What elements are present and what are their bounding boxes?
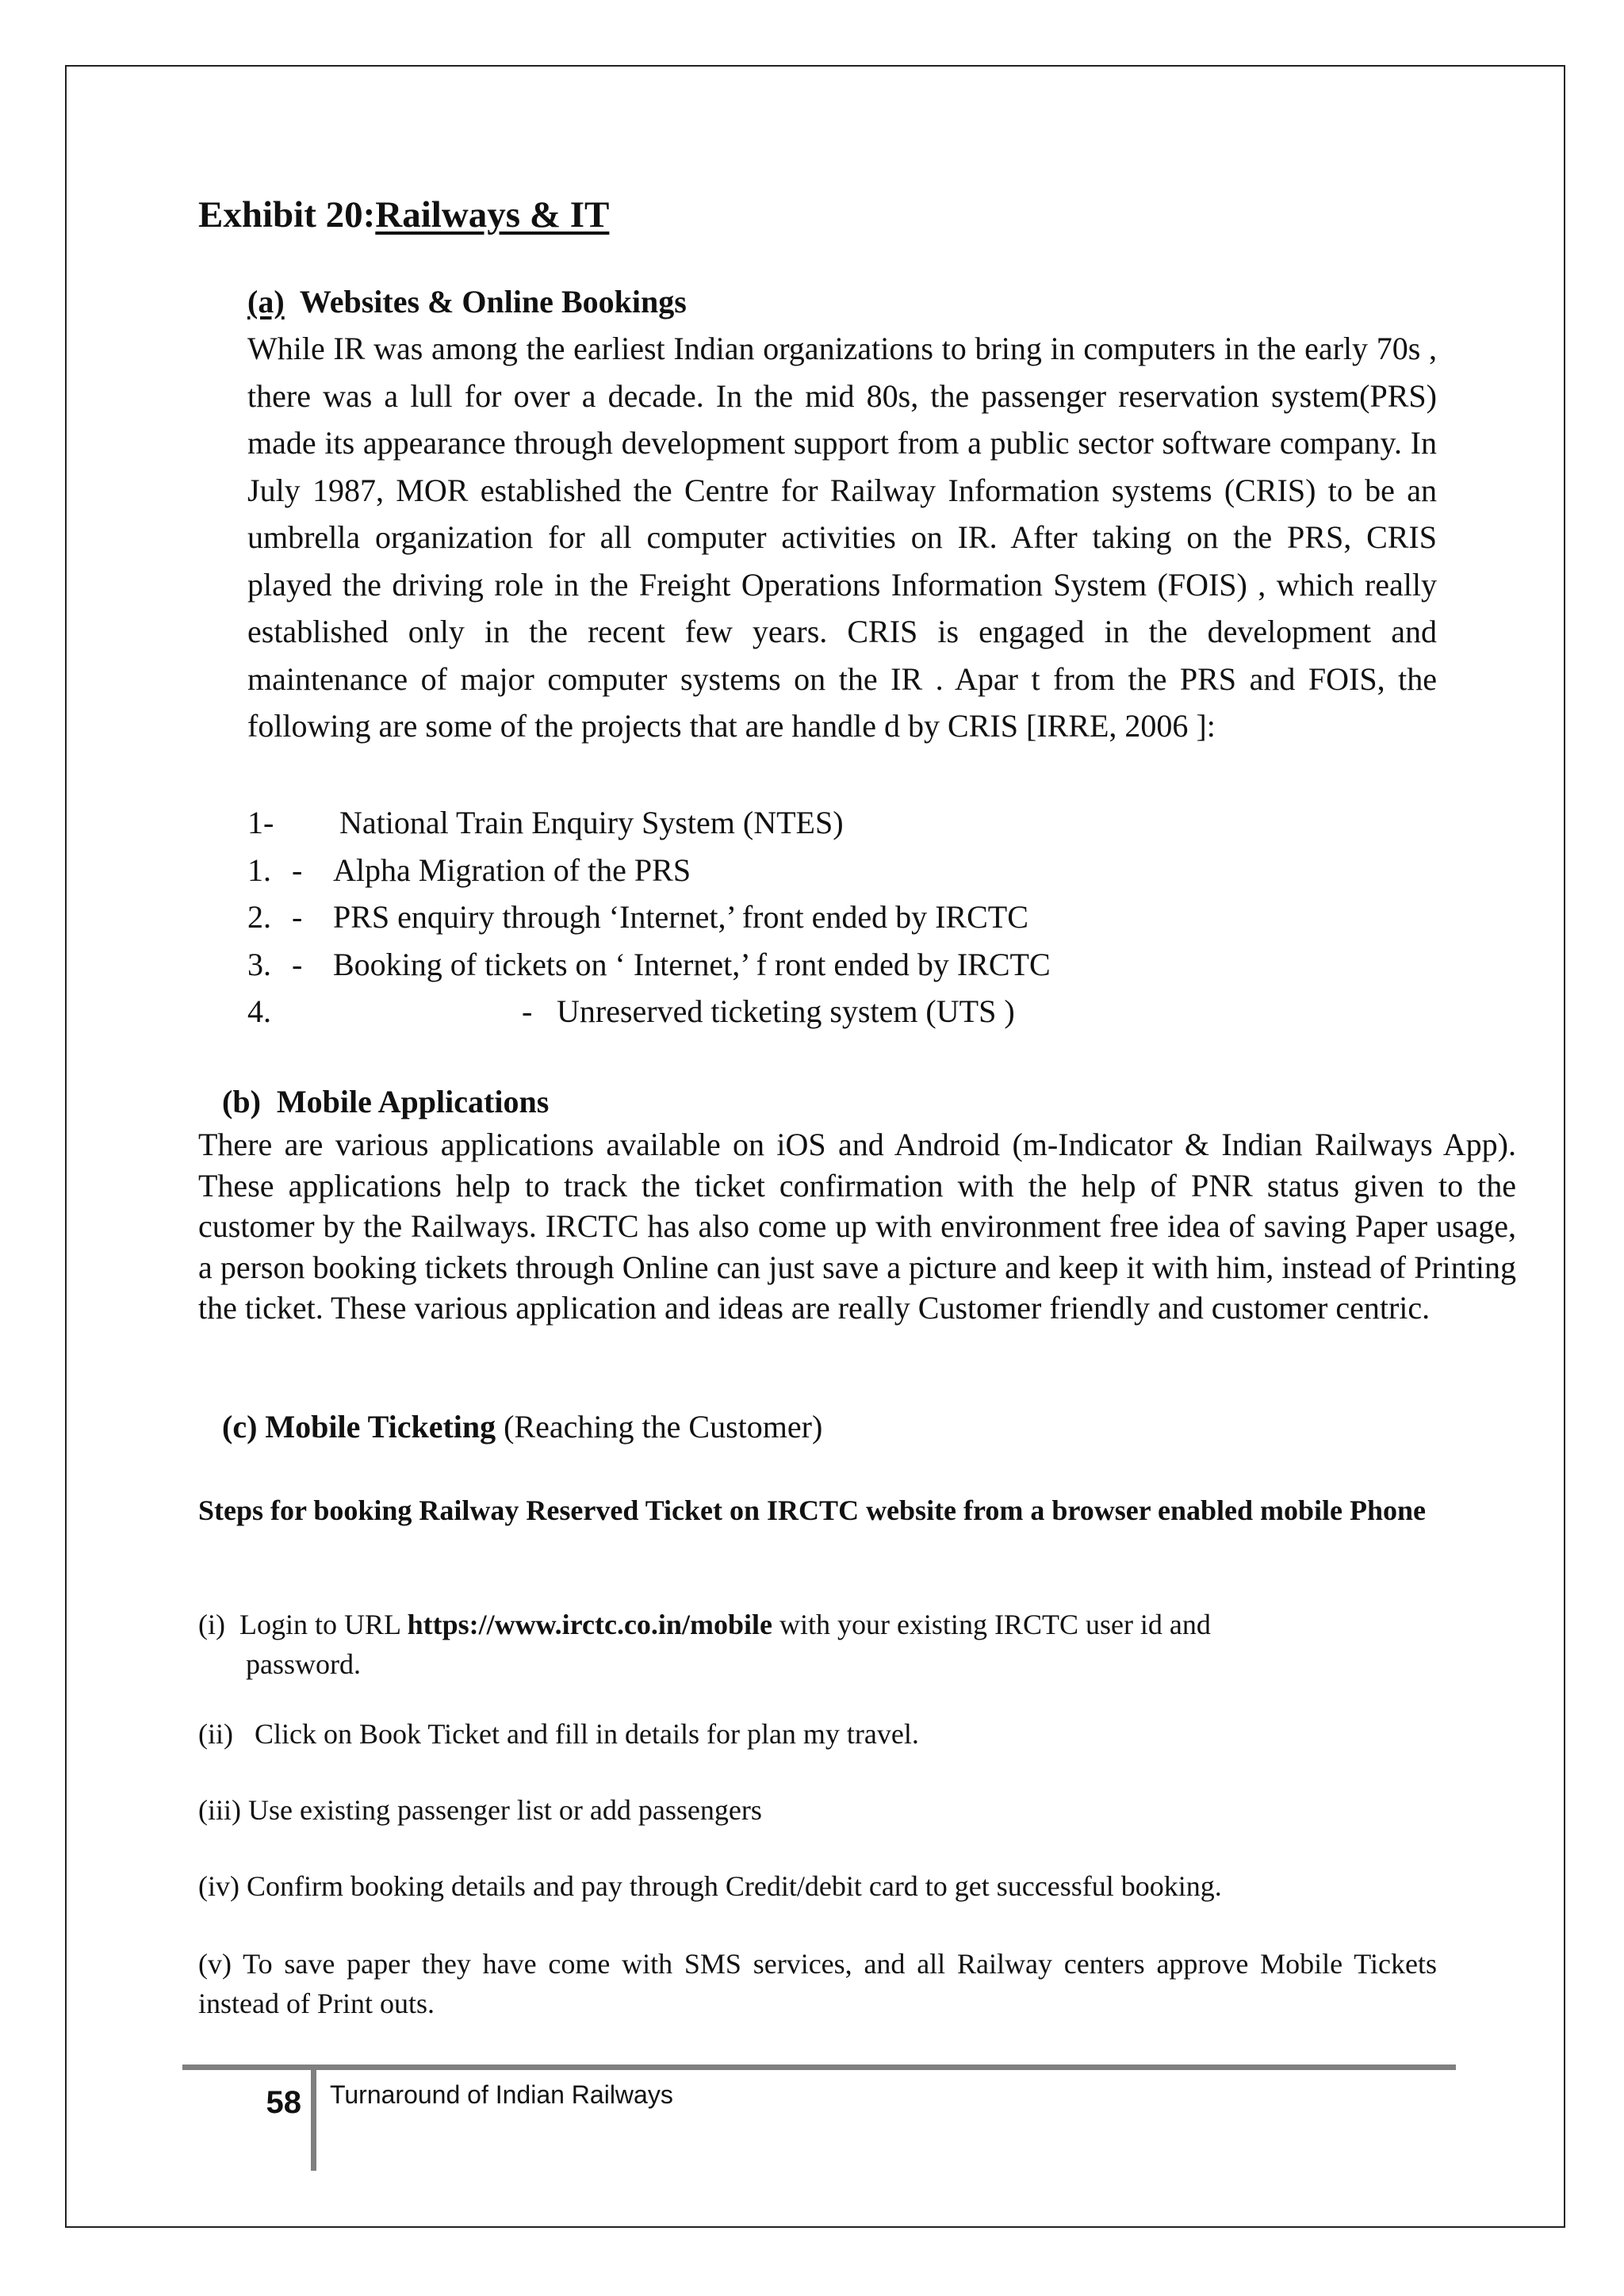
list-item-text: Alpha Migration of the PRS [333,851,691,888]
step-1-continuation: password. [246,1648,361,1680]
steps-title: Steps for booking Railway Reserved Ticket on IRCTC website from a browser enabled mobile Phone [198,1494,1427,1526]
list-item [247,799,1437,847]
section-c-heading [222,1408,822,1445]
section-c-heading-bold: (c) Mobile Ticketing [222,1409,496,1445]
step-5: (v) To save paper they have come with SMS services, and all Railway centers approve Mobile Tickets instead of Print outs. [198,1948,1437,2019]
list-item [247,847,1437,894]
exhibit-title-underlined: Railways & IT [375,194,610,235]
section-a-heading [247,283,687,320]
irctc-mobile-url: https://www.irctc.co.in/mobile [407,1609,772,1640]
list-item-text: National Train Enquiry System (NTES) [339,805,844,840]
list-item [247,941,1437,989]
footer-title: Turnaround of Indian Railways [330,2080,673,2109]
section-a-paragraph: While IR was among the earliest Indian organizations to bring in computers in the early 70s , there was a lull for over a decade. In the mid 80s, the passenger reservation system(PRS) made its appearance through development support from a public sector software company. In July 1987, MOR established the Centre for Railway Information systems (CRIS) to be an umbrella organization for all computer activities on IR. After taking on the PRS, CRIS played the driving role in the Freight Operations Information System (FOIS) , which really established only in the recent few years. CRIS is engaged in the development and maintenance of major computer systems on the IR . Apar t from the PRS and FOIS, the following are some of the projects that are handle d by CRIS [IRRE, 2006 ]: [247,331,1437,744]
list-marker: 1. [247,851,271,888]
cris-project-list [247,799,1437,1035]
section-c-heading-rest: (Reaching the Customer) [496,1409,823,1445]
step-3: (iii) Use existing passenger list or add passengers [198,1794,762,1826]
list-marker: 1- [247,805,274,840]
exhibit-title [198,193,609,236]
section-b-paragraph: There are various applications available on iOS and Android (m-Indicator & Indian Railways App). These applications help to track the ticket confirmation with the help of PNR status given to the customer by the Railways. IRCTC has also come up with environment free idea of saving Paper usage, a person booking tickets through Online can just save a picture and keep it with him, instead of Printing the ticket. These various application and ideas are really Customer friendly and customer centric. [198,1127,1516,1326]
list-marker: 4. [247,993,271,1029]
section-a-heading-text: Websites & Online Bookings [284,284,687,320]
footer-divider [311,2064,316,2171]
list-item [247,988,1437,1035]
step-1 [198,1605,1437,1684]
page-number: 58 [266,2085,301,2120]
footer-rule [182,2064,1456,2070]
list-item [247,894,1437,941]
list-item-text: Booking of tickets on ‘ Internet,’ f ront ended by IRCTC [333,946,1051,982]
step-4: (iv) Confirm booking details and pay through Credit/debit card to get successful booking. [198,1870,1222,1902]
list-item-text: PRS enquiry through ‘Internet,’ front ended by IRCTC [333,899,1028,935]
list-dash: - [292,946,303,982]
step-1-pre: (i) Login to URL [198,1609,408,1640]
step-1-post: with your existing IRCTC user id and [772,1609,1211,1640]
list-marker: 2. [247,899,271,935]
step-2: (ii) Click on Book Ticket and fill in details for plan my travel. [198,1718,919,1750]
list-dash: - [522,993,533,1029]
list-dash: - [292,851,303,888]
section-b-heading: (b) Mobile Applications [222,1084,550,1119]
list-item-text: Unreserved ticketing system (UTS ) [557,993,1015,1029]
section-a-marker: (a) [247,284,285,320]
list-marker: 3. [247,946,271,982]
exhibit-label: Exhibit 20: [198,194,376,235]
list-dash: - [292,899,303,935]
